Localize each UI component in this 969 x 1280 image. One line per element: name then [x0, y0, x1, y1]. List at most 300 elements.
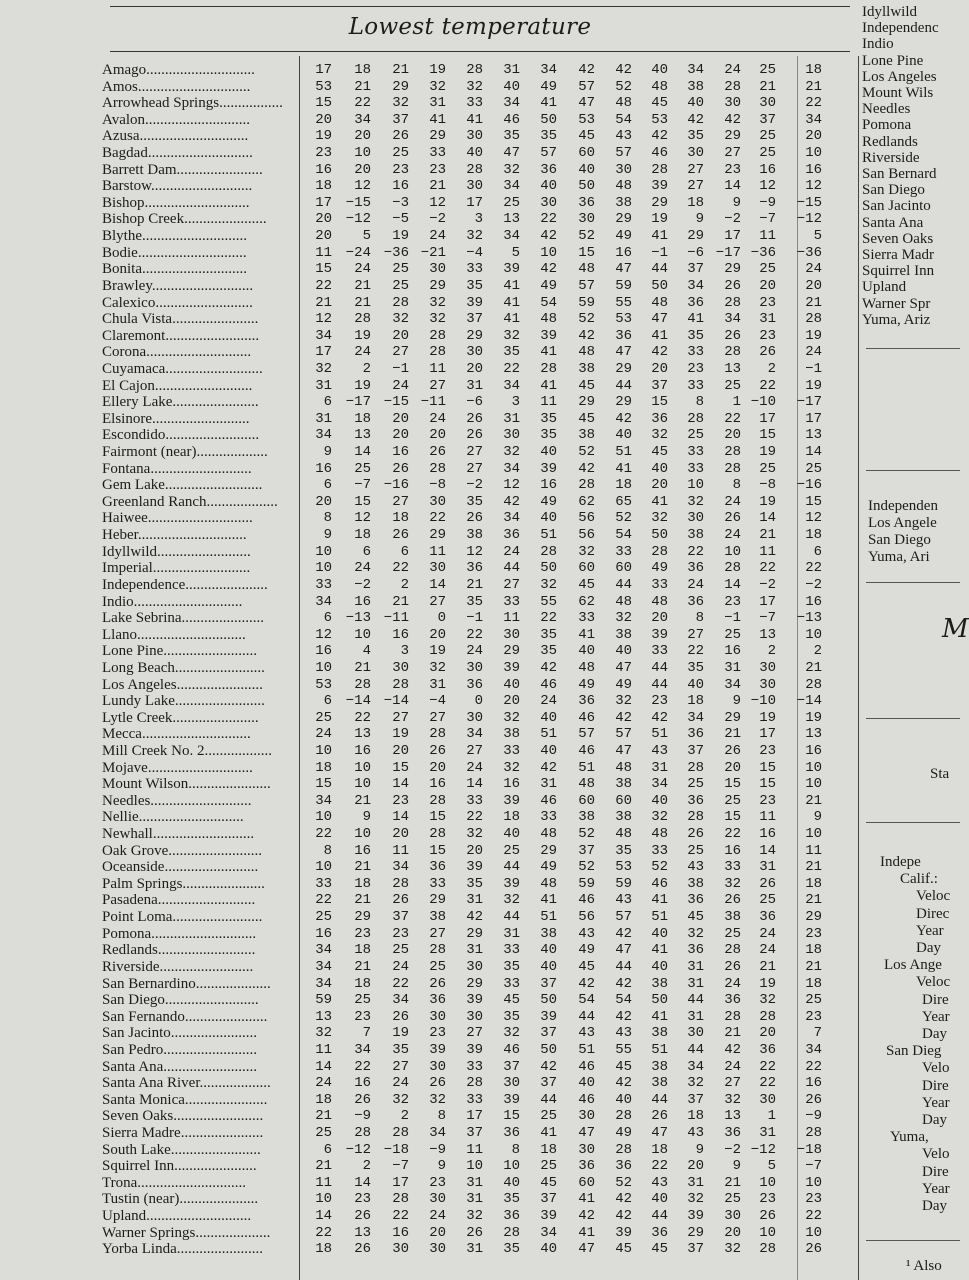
value-cell: 30: [759, 676, 776, 693]
table-row: [0, 461, 860, 478]
right-station-name: Santa Ana: [862, 214, 924, 231]
value-cell: 21: [392, 593, 409, 610]
value-cell: 28: [615, 1108, 632, 1125]
footnote: ¹ Also: [906, 1258, 942, 1274]
value-cell: 57: [578, 78, 595, 95]
value-cell: 40: [540, 742, 557, 759]
value-cell: 32: [759, 992, 776, 1009]
value-cell: 29: [429, 527, 446, 544]
value-cell: 44: [615, 958, 632, 975]
value-cell: 11: [392, 842, 409, 859]
value-cell: 0: [437, 610, 446, 627]
value-cell: 37: [687, 1241, 704, 1258]
value-cell: 31: [466, 1174, 483, 1191]
station-name: Heber.............................: [102, 527, 247, 544]
value-cell: 38: [578, 427, 595, 444]
value-cell: 30: [759, 95, 776, 112]
value-cell: 39: [687, 1208, 704, 1225]
station-name: Lone Pine.........................: [102, 643, 257, 660]
value-cell: 21: [354, 792, 371, 809]
station-name: Bagdad............................: [102, 145, 253, 162]
value-cell: 42: [615, 1191, 632, 1208]
value-cell: 16: [429, 776, 446, 793]
table-row: [0, 361, 860, 378]
value-cell: 20: [429, 626, 446, 643]
value-cell: 44: [687, 992, 704, 1009]
station-name: Bonita............................: [102, 261, 247, 278]
value-cell: 12: [466, 543, 483, 560]
value-cell: 45: [651, 444, 668, 461]
value-cell: 10: [687, 477, 704, 494]
table-row: [0, 79, 860, 96]
station-name: Pomona............................: [102, 925, 257, 942]
right-entry: Dire: [922, 1077, 949, 1094]
value-cell: 15: [759, 427, 776, 444]
value-cell: 34: [315, 942, 332, 959]
value-cell: 36: [687, 892, 704, 909]
value-cell: 41: [651, 228, 668, 245]
value-cell: 20: [759, 1025, 776, 1042]
annual-value-cell: 14: [805, 444, 822, 461]
value-cell: 24: [759, 942, 776, 959]
value-cell: 36: [503, 527, 520, 544]
value-cell: 39: [466, 859, 483, 876]
value-cell: 31: [466, 942, 483, 959]
value-cell: 57: [578, 726, 595, 743]
value-cell: 25: [687, 427, 704, 444]
right-rule: [866, 822, 960, 823]
annual-value-cell: 12: [805, 510, 822, 527]
value-cell: 37: [687, 1091, 704, 1108]
value-cell: 57: [615, 726, 632, 743]
value-cell: −10: [750, 394, 776, 411]
station-name: Arrowhead Springs.................: [102, 95, 283, 112]
value-cell: 20: [724, 427, 741, 444]
value-cell: 25: [503, 194, 520, 211]
annual-value-cell: −13: [796, 610, 822, 627]
value-cell: 8: [437, 1108, 446, 1125]
table-row: [0, 95, 860, 112]
table-row: [0, 1042, 860, 1059]
table-row: [0, 1241, 860, 1258]
annual-value-cell: 16: [805, 161, 822, 178]
value-cell: 39: [651, 178, 668, 195]
value-cell: 26: [759, 1208, 776, 1225]
value-cell: 34: [354, 1041, 371, 1058]
value-cell: 49: [540, 493, 557, 510]
station-name: Independence......................: [102, 576, 268, 593]
value-cell: 50: [540, 560, 557, 577]
table-row: [0, 892, 860, 909]
value-cell: 36: [687, 593, 704, 610]
value-cell: 10: [759, 1174, 776, 1191]
value-cell: 30: [466, 958, 483, 975]
value-cell: −18: [383, 1141, 409, 1158]
value-cell: 57: [615, 145, 632, 162]
value-cell: 51: [540, 909, 557, 926]
annual-value-cell: 10: [805, 145, 822, 162]
value-cell: 30: [392, 1241, 409, 1258]
value-cell: 41: [503, 277, 520, 294]
value-cell: 39: [651, 626, 668, 643]
value-cell: 33: [724, 859, 741, 876]
value-cell: 47: [615, 742, 632, 759]
annual-value-cell: 13: [805, 726, 822, 743]
annual-value-cell: 29: [805, 909, 822, 926]
value-cell: 23: [687, 360, 704, 377]
value-cell: 52: [615, 510, 632, 527]
right-station-name: San Bernard: [862, 166, 937, 182]
value-cell: 11: [759, 228, 776, 245]
value-cell: 42: [615, 1075, 632, 1092]
value-cell: 35: [503, 1191, 520, 1208]
value-cell: 40: [651, 925, 668, 942]
table-row: [0, 627, 860, 644]
value-cell: 39: [503, 1091, 520, 1108]
right-station-name: Indio: [862, 36, 894, 53]
value-cell: 14: [724, 576, 741, 593]
value-cell: 30: [503, 1075, 520, 1092]
value-cell: 27: [466, 742, 483, 759]
value-cell: 43: [651, 742, 668, 759]
value-cell: 16: [392, 1224, 409, 1241]
table-row: [0, 477, 860, 494]
value-cell: 34: [315, 593, 332, 610]
value-cell: 30: [392, 659, 409, 676]
value-cell: 19: [759, 444, 776, 461]
value-cell: 14: [759, 510, 776, 527]
value-cell: 27: [687, 626, 704, 643]
value-cell: 34: [315, 958, 332, 975]
value-cell: 38: [615, 809, 632, 826]
value-cell: 32: [724, 1091, 741, 1108]
value-cell: −9: [354, 1108, 371, 1125]
value-cell: 45: [687, 909, 704, 926]
value-cell: 21: [759, 527, 776, 544]
value-cell: 13: [503, 211, 520, 228]
value-cell: −12: [345, 211, 371, 228]
annual-value-cell: 18: [805, 975, 822, 992]
value-cell: 43: [578, 925, 595, 942]
value-cell: 3: [511, 394, 520, 411]
value-cell: 29: [687, 228, 704, 245]
value-cell: 23: [429, 161, 446, 178]
value-cell: 23: [759, 1191, 776, 1208]
value-cell: 35: [503, 1241, 520, 1258]
value-cell: 12: [429, 194, 446, 211]
value-cell: 35: [466, 593, 483, 610]
value-cell: 3: [400, 643, 409, 660]
station-name: Lundy Lake........................: [102, 693, 265, 710]
value-cell: 34: [354, 111, 371, 128]
annual-value-cell: 20: [805, 277, 822, 294]
value-cell: 40: [540, 444, 557, 461]
value-cell: 47: [578, 95, 595, 112]
value-cell: 14: [315, 1058, 332, 1075]
station-name: Amos..............................: [102, 78, 251, 95]
value-cell: 30: [466, 1008, 483, 1025]
value-cell: 24: [724, 1058, 741, 1075]
value-cell: 30: [615, 161, 632, 178]
value-cell: 9: [323, 527, 332, 544]
value-cell: 47: [615, 659, 632, 676]
value-cell: 60: [578, 145, 595, 162]
value-cell: 19: [354, 327, 371, 344]
value-cell: 38: [429, 909, 446, 926]
table-row: [0, 826, 860, 843]
value-cell: −2: [429, 211, 446, 228]
right-station-name: Independenc: [862, 20, 939, 37]
value-cell: 39: [615, 1224, 632, 1241]
value-cell: 31: [759, 859, 776, 876]
value-cell: 14: [392, 776, 409, 793]
value-cell: 36: [724, 1125, 741, 1141]
value-cell: 14: [315, 1208, 332, 1225]
value-cell: 42: [503, 493, 520, 510]
value-cell: 32: [540, 576, 557, 593]
value-cell: 15: [354, 493, 371, 510]
value-cell: 29: [540, 842, 557, 859]
value-cell: 10: [354, 776, 371, 793]
value-cell: 29: [615, 211, 632, 228]
table-row: [0, 577, 860, 594]
value-cell: 57: [615, 909, 632, 926]
station-name: Elsinore..........................: [102, 410, 250, 427]
value-cell: 32: [503, 709, 520, 726]
value-cell: 47: [651, 311, 668, 328]
value-cell: 6: [323, 693, 332, 710]
value-cell: 24: [429, 1208, 446, 1225]
value-cell: 40: [540, 1241, 557, 1258]
value-cell: 28: [759, 1008, 776, 1025]
value-cell: 21: [724, 726, 741, 743]
annual-value-cell: 25: [805, 992, 822, 1009]
value-cell: 25: [687, 842, 704, 859]
value-cell: 2: [767, 643, 776, 660]
value-cell: 43: [687, 1125, 704, 1141]
right-station-name: Yuma, Ariz: [862, 311, 931, 328]
value-cell: 33: [315, 875, 332, 892]
value-cell: 53: [315, 78, 332, 95]
station-name: Lake Sebrina......................: [102, 610, 265, 627]
value-cell: 30: [759, 659, 776, 676]
value-cell: 39: [540, 1008, 557, 1025]
value-cell: 46: [578, 1091, 595, 1108]
value-cell: 44: [651, 1208, 668, 1225]
value-cell: 29: [392, 78, 409, 95]
value-cell: 44: [651, 261, 668, 278]
station-name: Greenland Ranch...................: [102, 493, 278, 510]
value-cell: 36: [687, 792, 704, 809]
value-cell: 28: [724, 1008, 741, 1025]
value-cell: 33: [615, 543, 632, 560]
table-row: [0, 1092, 860, 1109]
annual-value-cell: 10: [805, 759, 822, 776]
value-cell: 29: [615, 394, 632, 411]
value-cell: 59: [578, 875, 595, 892]
value-cell: 41: [540, 377, 557, 394]
value-cell: 47: [615, 344, 632, 361]
value-cell: 26: [724, 958, 741, 975]
value-cell: 2: [400, 1108, 409, 1125]
value-cell: 49: [578, 676, 595, 693]
table-row: [0, 328, 860, 345]
value-cell: 32: [724, 875, 741, 892]
value-cell: 24: [354, 560, 371, 577]
value-cell: 19: [759, 975, 776, 992]
table-row: [0, 178, 860, 195]
value-cell: 39: [466, 294, 483, 311]
value-cell: 37: [392, 111, 409, 128]
value-cell: 40: [503, 78, 520, 95]
value-cell: 30: [687, 1025, 704, 1042]
value-cell: 32: [429, 311, 446, 328]
value-cell: −13: [345, 610, 371, 627]
value-cell: 32: [687, 925, 704, 942]
value-cell: 21: [354, 892, 371, 909]
value-cell: 32: [503, 892, 520, 909]
annual-value-cell: 21: [805, 78, 822, 95]
table-row: [0, 959, 860, 976]
value-cell: 46: [503, 1041, 520, 1058]
value-cell: 30: [466, 344, 483, 361]
value-cell: 55: [615, 294, 632, 311]
value-cell: 50: [651, 277, 668, 294]
value-cell: 28: [503, 1224, 520, 1241]
value-cell: 40: [540, 178, 557, 195]
annual-value-cell: 10: [805, 1174, 822, 1191]
value-cell: 23: [759, 327, 776, 344]
value-cell: 14: [392, 809, 409, 826]
value-cell: 12: [759, 178, 776, 195]
value-cell: 52: [578, 311, 595, 328]
value-cell: 40: [540, 510, 557, 527]
table-row: [0, 1142, 860, 1159]
value-cell: 26: [354, 1091, 371, 1108]
value-cell: 36: [651, 410, 668, 427]
value-cell: 46: [651, 145, 668, 162]
value-cell: 24: [429, 228, 446, 245]
right-entry: Velo: [922, 1060, 950, 1077]
value-cell: 36: [615, 327, 632, 344]
station-name: Indio.............................: [102, 593, 243, 610]
table-row: [0, 112, 860, 129]
value-cell: 65: [615, 493, 632, 510]
value-cell: 30: [429, 1191, 446, 1208]
value-cell: 39: [540, 1208, 557, 1225]
value-cell: 14: [429, 576, 446, 593]
value-cell: 34: [503, 460, 520, 477]
value-cell: 32: [651, 809, 668, 826]
value-cell: 32: [503, 1025, 520, 1042]
value-cell: 24: [759, 925, 776, 942]
value-cell: 9: [732, 693, 741, 710]
value-cell: 21: [354, 294, 371, 311]
value-cell: 28: [429, 942, 446, 959]
value-cell: −9: [429, 1141, 446, 1158]
station-name: Bodie.............................: [102, 244, 247, 261]
right-station-name: Needles: [862, 101, 911, 118]
value-cell: 16: [354, 742, 371, 759]
right-rule: [866, 348, 960, 349]
value-cell: 46: [578, 709, 595, 726]
value-cell: 37: [578, 842, 595, 859]
value-cell: −3: [392, 194, 409, 211]
value-cell: 10: [466, 1158, 483, 1175]
value-cell: 33: [540, 809, 557, 826]
value-cell: 29: [724, 128, 741, 145]
value-cell: 23: [724, 593, 741, 610]
value-cell: 39: [503, 875, 520, 892]
value-cell: 48: [615, 759, 632, 776]
value-cell: 22: [759, 560, 776, 577]
value-cell: 44: [503, 859, 520, 876]
value-cell: 45: [615, 1058, 632, 1075]
table-row: [0, 843, 860, 860]
value-cell: 36: [724, 992, 741, 1009]
table-row: [0, 228, 860, 245]
value-cell: 46: [578, 892, 595, 909]
value-cell: 49: [540, 78, 557, 95]
station-name: Fontana...........................: [102, 460, 252, 477]
value-cell: 21: [429, 178, 446, 195]
table-row: [0, 976, 860, 993]
value-cell: 41: [687, 311, 704, 328]
value-cell: 28: [724, 942, 741, 959]
value-cell: 25: [759, 62, 776, 78]
station-name: Bishop Creek......................: [102, 211, 267, 228]
value-cell: 42: [578, 1208, 595, 1225]
value-cell: 24: [724, 493, 741, 510]
right-station-name: Yuma, Ari: [868, 549, 930, 565]
value-cell: 22: [315, 826, 332, 843]
value-cell: 23: [354, 1191, 371, 1208]
value-cell: 18: [354, 527, 371, 544]
value-cell: 22: [466, 809, 483, 826]
value-cell: 11: [429, 543, 446, 560]
value-cell: 51: [540, 726, 557, 743]
value-cell: 20: [466, 360, 483, 377]
right-entry: Year: [922, 1008, 950, 1025]
value-cell: 41: [466, 111, 483, 128]
value-cell: 40: [651, 460, 668, 477]
value-cell: 26: [466, 410, 483, 427]
value-cell: 40: [503, 826, 520, 843]
station-name: Nellie............................: [102, 809, 244, 826]
value-cell: −1: [466, 610, 483, 627]
value-cell: 10: [315, 659, 332, 676]
annual-value-cell: 21: [805, 792, 822, 809]
value-cell: 52: [578, 228, 595, 245]
value-cell: 42: [651, 128, 668, 145]
station-name: Escondido.........................: [102, 427, 260, 444]
value-cell: 19: [392, 726, 409, 743]
value-cell: 10: [540, 244, 557, 261]
right-station-name: Los Angele: [868, 515, 937, 531]
value-cell: 38: [651, 975, 668, 992]
annual-value-cell: 28: [805, 676, 822, 693]
value-cell: 26: [429, 1075, 446, 1092]
value-cell: 43: [578, 1025, 595, 1042]
right-rule: [866, 470, 960, 471]
value-cell: 21: [315, 1158, 332, 1175]
table-row: [0, 594, 860, 611]
station-name: Santa Monica......................: [102, 1091, 268, 1108]
station-name: Corona............................: [102, 344, 252, 361]
value-cell: 40: [578, 1075, 595, 1092]
value-cell: 60: [578, 560, 595, 577]
value-cell: 43: [687, 859, 704, 876]
